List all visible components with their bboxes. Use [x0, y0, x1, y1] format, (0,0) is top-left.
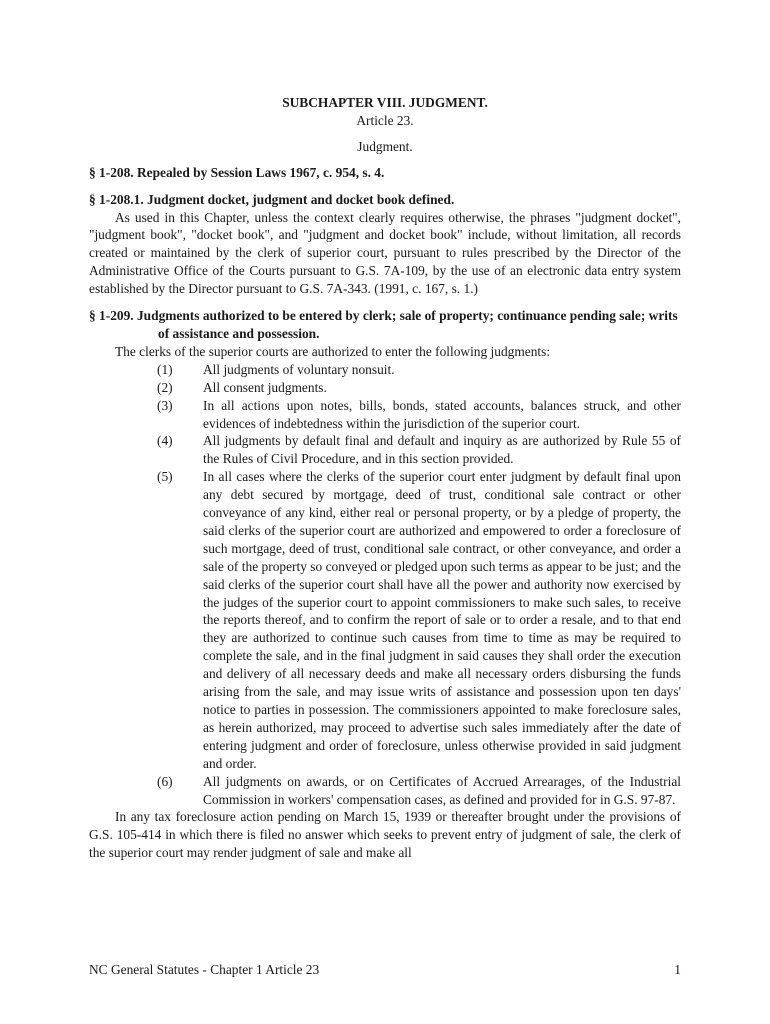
list-item-text: All judgments on awards, or on Certificates of Accrued Arrearages, of the Industrial Commission in workers' compensation cases, as defined and provided for in G.S. 97-87. — [203, 773, 681, 807]
list-item-number: (2) — [157, 379, 173, 395]
list-item-text: All judgments by default final and default and inquiry as are authorized by Rule 55 of the Rules of Civil Procedure, and in this section provided. — [203, 433, 681, 467]
section-1-208-heading: § 1-208. Repealed by Session Laws 1967, c. 954, s. 4. — [89, 164, 385, 180]
list-item-text: All judgments of voluntary nonsuit. — [203, 361, 395, 377]
footer-document-title: NC General Statutes - Chapter 1 Article 23 — [89, 962, 320, 977]
list-item-text: All consent judgments. — [203, 379, 327, 395]
spacer — [89, 182, 681, 191]
section-1-208-1-heading: § 1-208.1. Judgment docket, judgment and docket book defined. — [89, 191, 455, 207]
article-title: Judgment. — [357, 138, 413, 154]
subchapter-heading: SUBCHAPTER VIII. JUDGMENT. — [282, 95, 488, 110]
list-item — [89, 379, 681, 397]
section-1-209-intro: The clerks of the superior courts are authorized to enter the following judgments: — [115, 343, 551, 359]
list-item — [89, 432, 681, 468]
list-item-number: (4) — [157, 433, 173, 449]
judgment-list — [89, 361, 681, 809]
list-item — [89, 468, 681, 772]
list-item-number: (6) — [157, 773, 173, 789]
document-page — [89, 94, 681, 862]
list-item-number: (5) — [157, 469, 173, 485]
spacer — [89, 298, 681, 307]
list-item-text: In all cases where the clerks of the superior court enter judgment by default final upon any debt secured by mortgage, deed of trust, conditional sale contract or other conveyance of any kind, either real or personal property, or by a pledge of property, the said clerks of the superior court are authorized and empowered to order a foreclosure of such mortgage, deed of trust, conditional sale contract, or other conveyance, and order a sale of the property so conveyed or pledged upon such terms as appear to be just; and the said clerks of the superior court shall have all the power and authority now exercised by the judges of the superior court to appoint commissioners to make such sales, to receive the reports thereof, and to confirm the report of sale or to order a resale, and to that end they are authorized to continue such causes from time to time as may be required to complete the sale, and in the final judgment in said causes they shall order the execution and delivery of all necessary deeds and make all necessary orders disbursing the funds arising from the sale, and may issue writs of assistance and possession upon ten days' notice to parties in possession. The commissioners appointed to make foreclosure sales, as herein authorized, may proceed to advertise such sales immediately after the date of entering judgment and order of foreclosure, unless otherwise provided in said judgment and order. — [203, 469, 681, 771]
list-item — [89, 361, 681, 379]
list-item-number: (3) — [157, 397, 173, 413]
section-1-209-heading: § 1-209. Judgments authorized to be entered by clerk; sale of property; continuance pending sale; writs of assistance and possession. — [89, 308, 678, 341]
list-item — [89, 397, 681, 433]
list-item — [89, 773, 681, 809]
page-footer — [89, 961, 681, 979]
article-number: Article 23. — [356, 112, 414, 128]
section-1-209-closing: In any tax foreclosure action pending on March 15, 1939 or thereafter brought under the provisions of G.S. 105-414 in which there is filed no answer which seeks to prevent entry of judgment of sale, the clerk of the superior court may render judgment of sale and make all — [89, 809, 681, 861]
list-item-text: In all actions upon notes, bills, bonds, stated accounts, balances struck, and other evidences of indebtedness within the jurisdiction of the superior court. — [203, 397, 681, 431]
section-1-208-1-body: As used in this Chapter, unless the context clearly requires otherwise, the phrases "judgment docket", "judgment book", "docket book", and "judgment and docket book" include, without limitation, all records created or maintained by the clerk of superior court, pursuant to rules prescribed by the Director of the Administrative Office of the Courts pursuant to G.S. 7A-109, by the use of an electronic data entry system established by the Director pursuant to G.S. 7A-343. (1991, c. 167, s. 1.) — [89, 209, 681, 297]
list-item-number: (1) — [157, 361, 173, 377]
footer-page-number: 1 — [674, 962, 681, 977]
